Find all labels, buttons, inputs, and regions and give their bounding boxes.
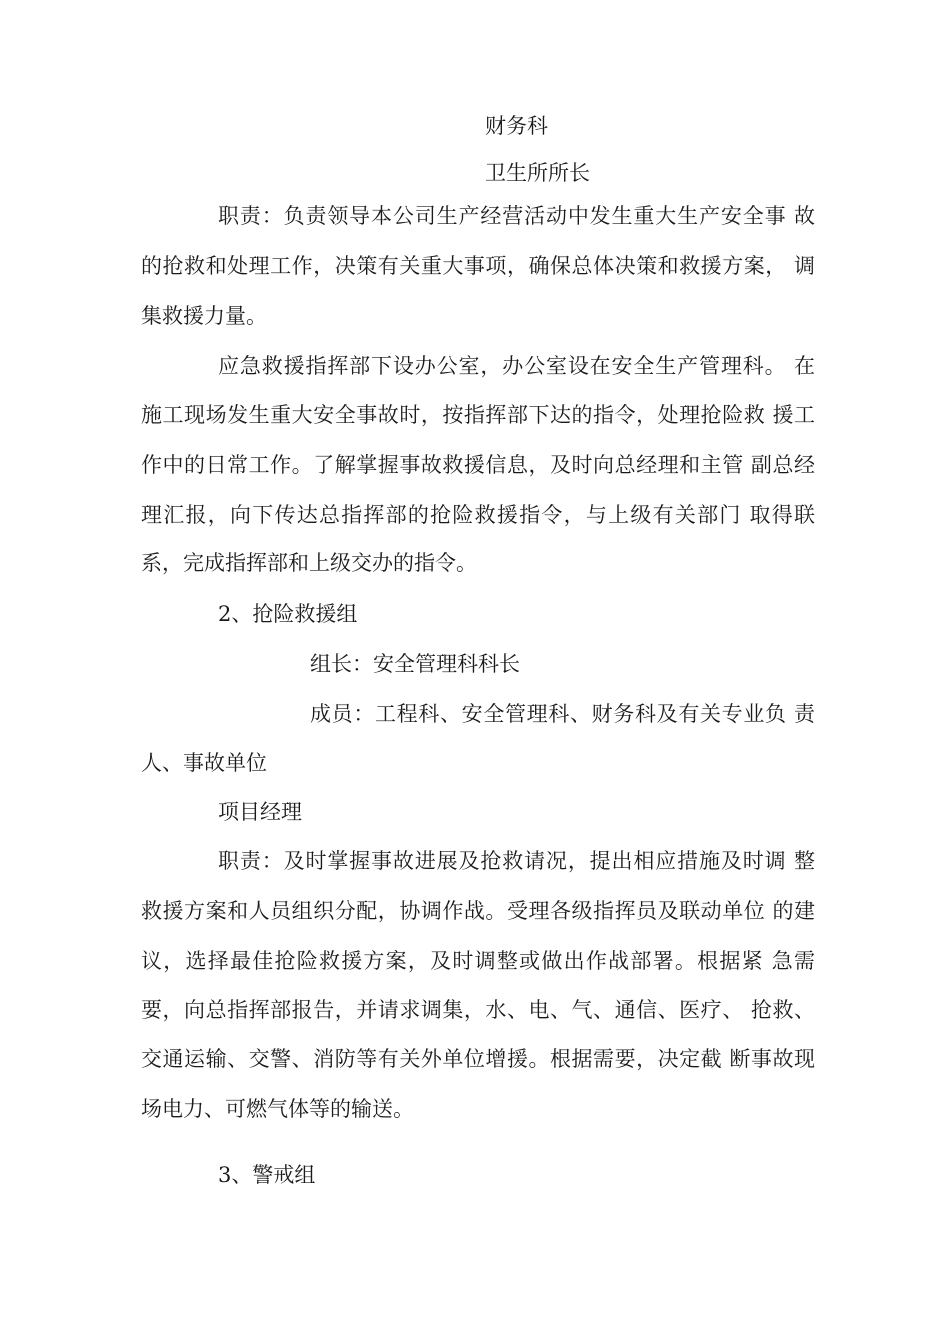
members-line-2: 人、事故单位 bbox=[141, 751, 267, 775]
duty2-line-5: 交通运输、交警、消防等有关外单位增援。根据需要，决定截 断事故现 bbox=[141, 1047, 815, 1071]
team-leader: 组长：安全管理科科长 bbox=[310, 652, 520, 676]
duty2-line-3: 议，选择最佳抢险救援方案，及时调整或做出作战部署。根据紧 急需 bbox=[141, 949, 815, 973]
office-line-5: 系，完成指挥部和上级交办的指令。 bbox=[141, 551, 477, 575]
heading-finance: 财务科 bbox=[485, 114, 548, 138]
heading-clinic-head: 卫生所所长 bbox=[485, 161, 590, 185]
section-2-title: 2、抢险救援组 bbox=[218, 602, 358, 626]
duty1-line-1: 职责：负责领导本公司生产经营活动中发生重大生产安全事 故 bbox=[218, 204, 815, 228]
office-line-1: 应急救援指挥部下设办公室，办公室设在安全生产管理科。 在 bbox=[218, 354, 815, 378]
project-manager: 项目经理 bbox=[218, 800, 302, 824]
office-line-2: 施工现场发生重大安全事故时，按指挥部下达的指令，处理抢险救 援工 bbox=[141, 403, 815, 427]
duty2-line-2: 救援方案和人员组织分配，协调作战。受理各级指挥员及联动单位 的建 bbox=[141, 899, 815, 923]
office-line-4: 理汇报，向下传达总指挥部的抢险救援指令，与上级有关部门 取得联 bbox=[141, 503, 815, 527]
duty1-line-3: 集救援力量。 bbox=[141, 304, 267, 328]
duty1-line-2: 的抢救和处理工作，决策有关重大事项，确保总体决策和救援方案， 调 bbox=[141, 254, 815, 278]
duty2-line-1: 职责：及时掌握事故进展及抢救请况，提出相应措施及时调 整 bbox=[218, 849, 815, 873]
duty2-line-6: 场电力、可燃气体等的输送。 bbox=[141, 1097, 414, 1121]
section-3-title: 3、警戒组 bbox=[218, 1163, 316, 1187]
members-line-1: 成员：工程科、安全管理科、财务科及有关专业负 责 bbox=[310, 702, 815, 726]
office-line-3: 作中的日常工作。了解掌握事故救援信息，及时向总经理和主管 副总经 bbox=[141, 453, 815, 477]
duty2-line-4: 要，向总指挥部报告，并请求调集，水、电、气、通信、医疗、 抢救、 bbox=[141, 998, 815, 1022]
